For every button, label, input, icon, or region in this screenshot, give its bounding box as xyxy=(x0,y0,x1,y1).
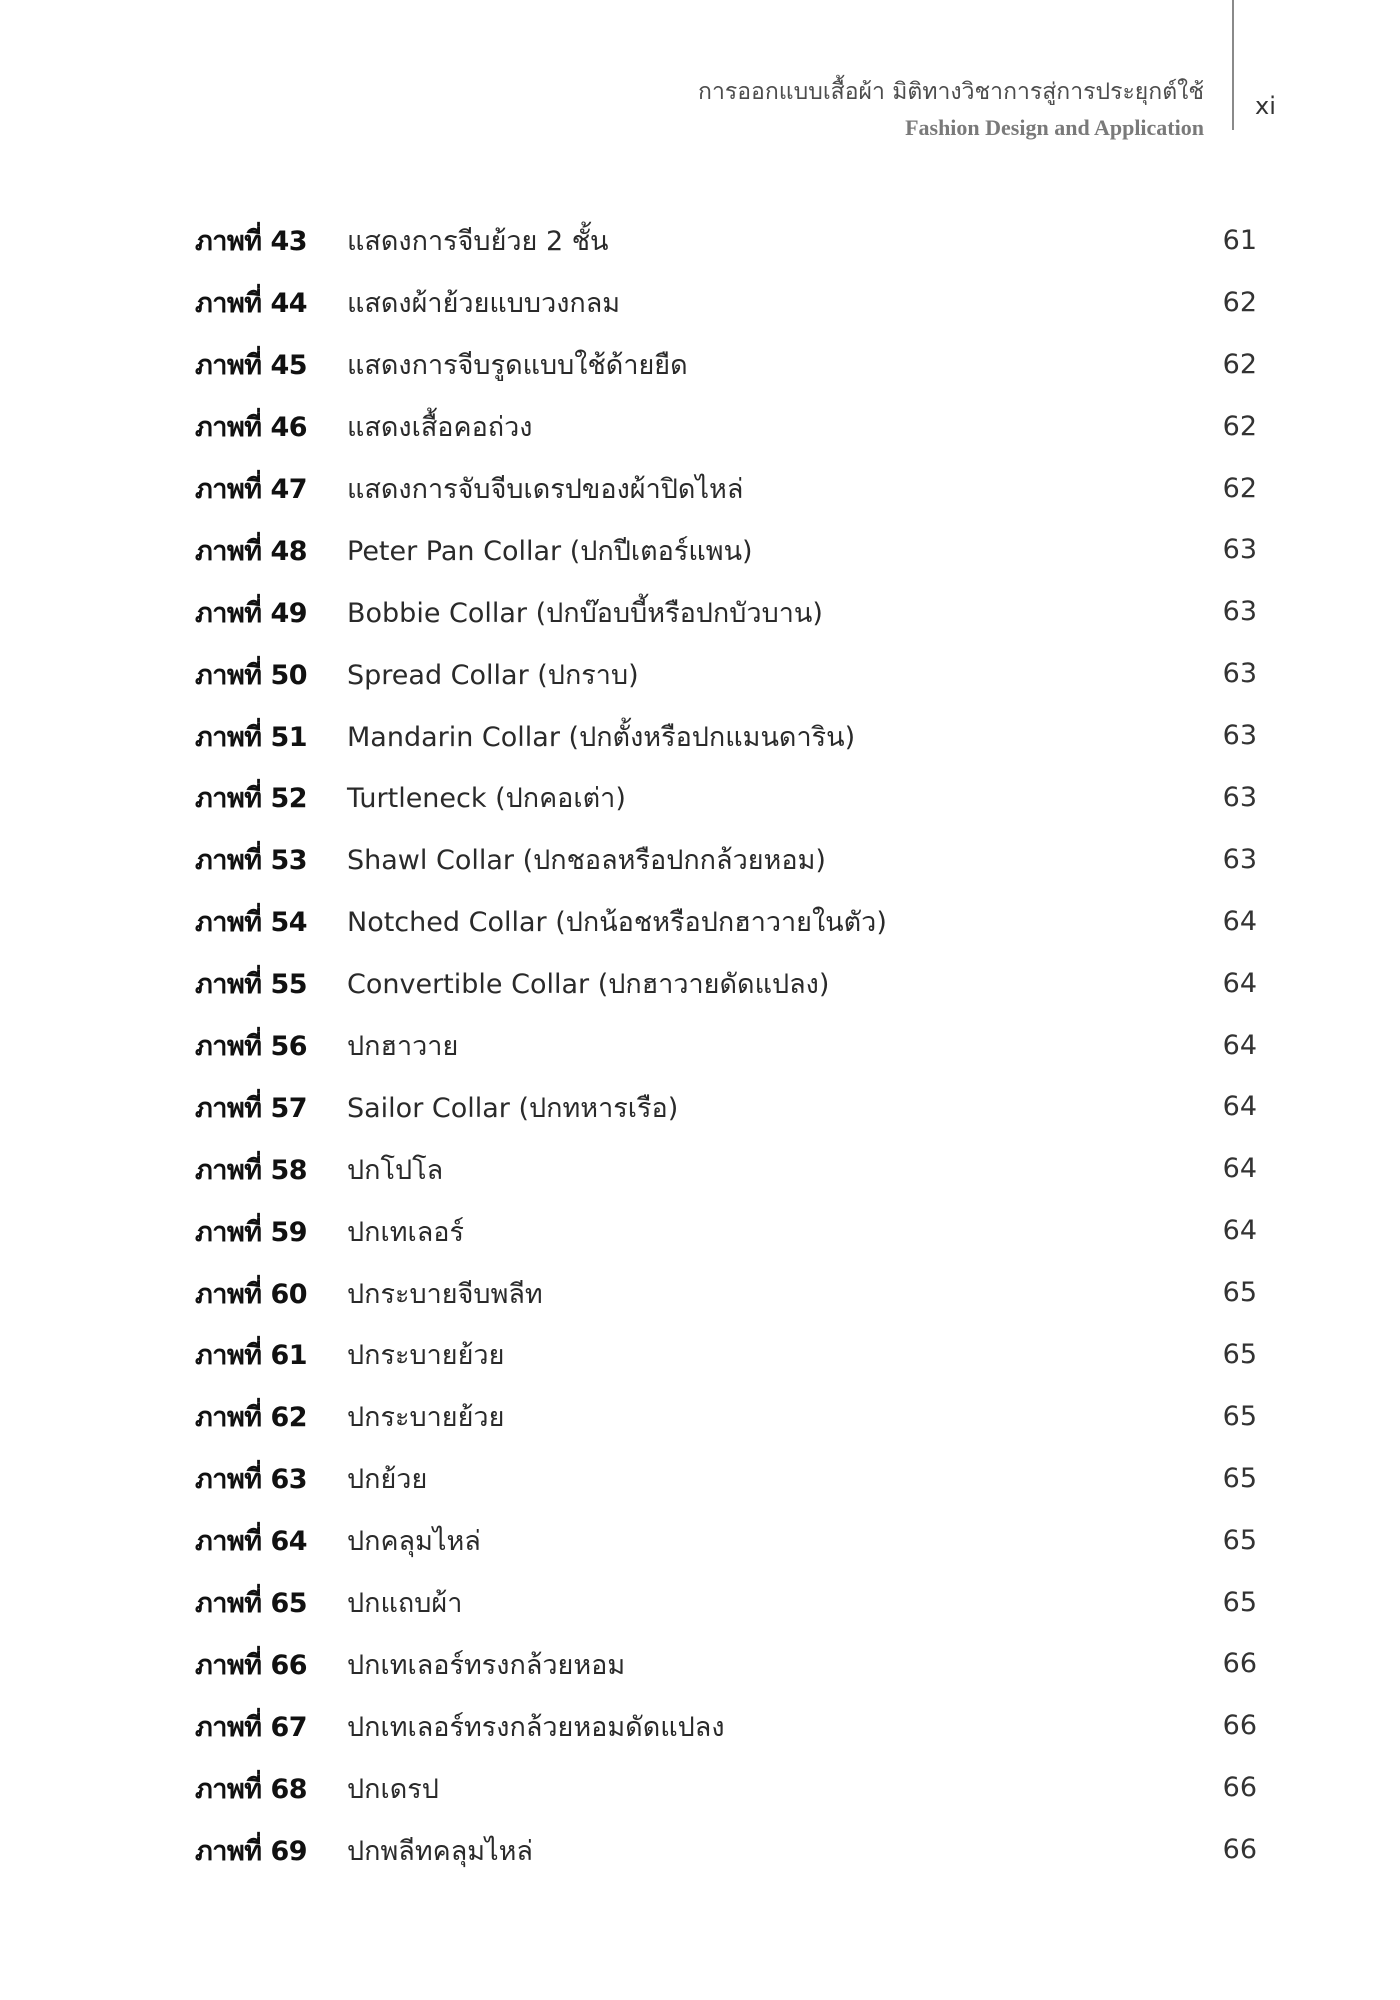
figure-page-number: 66 xyxy=(1222,1772,1257,1804)
figure-title: แสดงผ้าย้วยแบบวงกลม xyxy=(347,288,621,320)
figure-title: ปกแถบผ้า xyxy=(347,1588,463,1620)
book-title-thai: การออกแบบเสื้อผ้า มิติทางวิชาการสู่การประยุกต์ใช้ xyxy=(698,79,1204,105)
figure-label: ภาพที่ 47 xyxy=(195,474,308,505)
figure-label: ภาพที่ 62 xyxy=(195,1402,308,1434)
figure-title: แสดงการจีบย้วย 2 ชั้น xyxy=(347,226,609,258)
figure-label: ภาพที่ 57 xyxy=(195,1092,308,1124)
figure-page-number: 64 xyxy=(1222,967,1257,999)
figure-page-number: 63 xyxy=(1222,658,1257,690)
figure-title: ปกระบายจีบพลีท xyxy=(347,1278,543,1310)
figure-title: Peter Pan Collar (ปกปีเตอร์แพน) xyxy=(347,535,753,567)
figure-title: Spread Collar (ปกราบ) xyxy=(347,659,639,691)
figure-label: ภาพที่ 58 xyxy=(195,1154,308,1186)
toc-entry xyxy=(195,1695,1257,1757)
figure-page-number: 66 xyxy=(1222,1648,1257,1680)
list-of-figures xyxy=(195,210,1257,1881)
toc-entry xyxy=(195,1448,1257,1510)
figure-page-number: 63 xyxy=(1222,534,1257,566)
figure-page-number: 63 xyxy=(1222,843,1257,875)
toc-entry xyxy=(195,334,1257,396)
figure-label: ภาพที่ 64 xyxy=(195,1526,308,1558)
toc-entry xyxy=(195,458,1257,520)
figure-page-number: 65 xyxy=(1222,1524,1257,1556)
header-divider xyxy=(1232,0,1234,130)
figure-page-number: 64 xyxy=(1222,1153,1257,1185)
toc-entry xyxy=(195,705,1257,767)
figure-page-number: 63 xyxy=(1222,596,1257,628)
toc-entry xyxy=(195,767,1257,829)
toc-entry xyxy=(195,1076,1257,1138)
toc-entry xyxy=(195,1324,1257,1386)
figure-page-number: 65 xyxy=(1222,1277,1257,1309)
toc-entry xyxy=(195,1757,1257,1819)
toc-entry xyxy=(195,1015,1257,1077)
figure-label: ภาพที่ 59 xyxy=(195,1216,308,1248)
figure-page-number: 62 xyxy=(1222,286,1257,318)
figure-page-number: 64 xyxy=(1222,1091,1257,1123)
figure-label: ภาพที่ 49 xyxy=(195,597,308,629)
figure-title: ปกพลีทคลุมไหล่ xyxy=(347,1835,533,1867)
figure-title: ปกเทเลอร์ทรงกล้วยหอมดัดแปลง xyxy=(347,1711,725,1743)
figure-page-number: 63 xyxy=(1222,782,1257,814)
figure-page-number: 61 xyxy=(1222,225,1257,256)
figure-label: ภาพที่ 68 xyxy=(195,1773,308,1805)
figure-label: ภาพที่ 45 xyxy=(195,350,308,382)
figure-title: ปกเทเลอร์ xyxy=(347,1216,465,1248)
figure-label: ภาพที่ 61 xyxy=(195,1340,308,1372)
figure-page-number: 64 xyxy=(1222,905,1257,937)
figure-label: ภาพที่ 53 xyxy=(195,845,308,877)
figure-title: ปกระบายย้วย xyxy=(347,1402,505,1434)
page-number: xi xyxy=(1255,92,1276,120)
figure-label: ภาพที่ 50 xyxy=(195,659,308,691)
figure-page-number: 64 xyxy=(1222,1029,1257,1061)
figure-title: แสดงการจับจีบเดรปของผ้าปิดไหล่ xyxy=(347,474,744,505)
figure-title: ปกเดรป xyxy=(347,1773,439,1805)
toc-entry xyxy=(195,519,1257,581)
figure-title: แสดงเสื้อคอถ่วง xyxy=(347,412,533,444)
figure-title: ปกคลุมไหล่ xyxy=(347,1526,481,1558)
toc-entry xyxy=(195,953,1257,1015)
figure-page-number: 66 xyxy=(1222,1834,1257,1866)
figure-label: ภาพที่ 44 xyxy=(195,288,308,320)
figure-page-number: 65 xyxy=(1222,1339,1257,1371)
figure-title: ปกโปโล xyxy=(347,1154,444,1186)
figure-label: ภาพที่ 65 xyxy=(195,1588,308,1620)
toc-entry xyxy=(195,1200,1257,1262)
figure-label: ภาพที่ 66 xyxy=(195,1649,308,1681)
toc-entry xyxy=(195,1510,1257,1572)
figure-title: Turtleneck (ปกคอเต่า) xyxy=(347,783,626,815)
figure-page-number: 65 xyxy=(1222,1586,1257,1618)
figure-title: Sailor Collar (ปกทหารเรือ) xyxy=(347,1092,679,1124)
figure-page-number: 63 xyxy=(1222,720,1257,752)
figure-page-number: 62 xyxy=(1222,472,1257,504)
figure-label: ภาพที่ 43 xyxy=(195,226,308,258)
figure-title: Notched Collar (ปกน้อชหรือปกฮาวายในตัว) xyxy=(347,907,887,939)
figure-title: แสดงการจีบรูดแบบใช้ด้ายยืด xyxy=(347,350,688,382)
figure-label: ภาพที่ 63 xyxy=(195,1464,308,1496)
figure-label: ภาพที่ 56 xyxy=(195,1031,308,1063)
figure-title: Convertible Collar (ปกฮาวายดัดแปลง) xyxy=(347,969,830,1001)
figure-label: ภาพที่ 54 xyxy=(195,907,308,939)
figure-label: ภาพที่ 69 xyxy=(195,1835,308,1867)
figure-page-number: 64 xyxy=(1222,1215,1257,1247)
figure-label: ภาพที่ 67 xyxy=(195,1711,308,1743)
toc-entry xyxy=(195,891,1257,953)
figure-page-number: 62 xyxy=(1222,348,1257,380)
figure-page-number: 66 xyxy=(1222,1710,1257,1742)
figure-title: ปกฮาวาย xyxy=(347,1031,459,1063)
figure-label: ภาพที่ 55 xyxy=(195,969,308,1001)
figure-title: ปกเทเลอร์ทรงกล้วยหอม xyxy=(347,1649,626,1681)
toc-entry xyxy=(195,272,1257,334)
toc-entry xyxy=(195,581,1257,643)
header-titles xyxy=(698,72,1204,144)
toc-entry xyxy=(195,1819,1257,1881)
figure-label: ภาพที่ 48 xyxy=(195,535,308,567)
toc-entry xyxy=(195,829,1257,891)
figure-page-number: 65 xyxy=(1222,1462,1257,1494)
toc-entry xyxy=(195,1386,1257,1448)
figure-page-number: 65 xyxy=(1222,1400,1257,1432)
toc-entry xyxy=(195,210,1257,272)
figure-title: ปกย้วย xyxy=(347,1464,428,1496)
figure-label: ภาพที่ 51 xyxy=(195,721,308,753)
book-title-english: Fashion Design and Application xyxy=(905,115,1204,140)
figure-title: Bobbie Collar (ปกบ๊อบบี้หรือปกบัวบาน) xyxy=(347,597,823,629)
figure-label: ภาพที่ 60 xyxy=(195,1278,308,1310)
toc-entry xyxy=(195,643,1257,705)
toc-entry xyxy=(195,1262,1257,1324)
figure-label: ภาพที่ 46 xyxy=(195,412,308,444)
figure-title: ปกระบายย้วย xyxy=(347,1340,505,1372)
figure-title: Mandarin Collar (ปกตั้งหรือปกแมนดาริน) xyxy=(347,721,856,753)
toc-entry xyxy=(195,1138,1257,1200)
toc-entry xyxy=(195,1633,1257,1695)
figure-label: ภาพที่ 52 xyxy=(195,783,308,815)
toc-entry xyxy=(195,1572,1257,1634)
toc-entry xyxy=(195,396,1257,458)
figure-title: Shawl Collar (ปกชอลหรือปกกล้วยหอม) xyxy=(347,845,826,877)
figure-page-number: 62 xyxy=(1222,410,1257,442)
